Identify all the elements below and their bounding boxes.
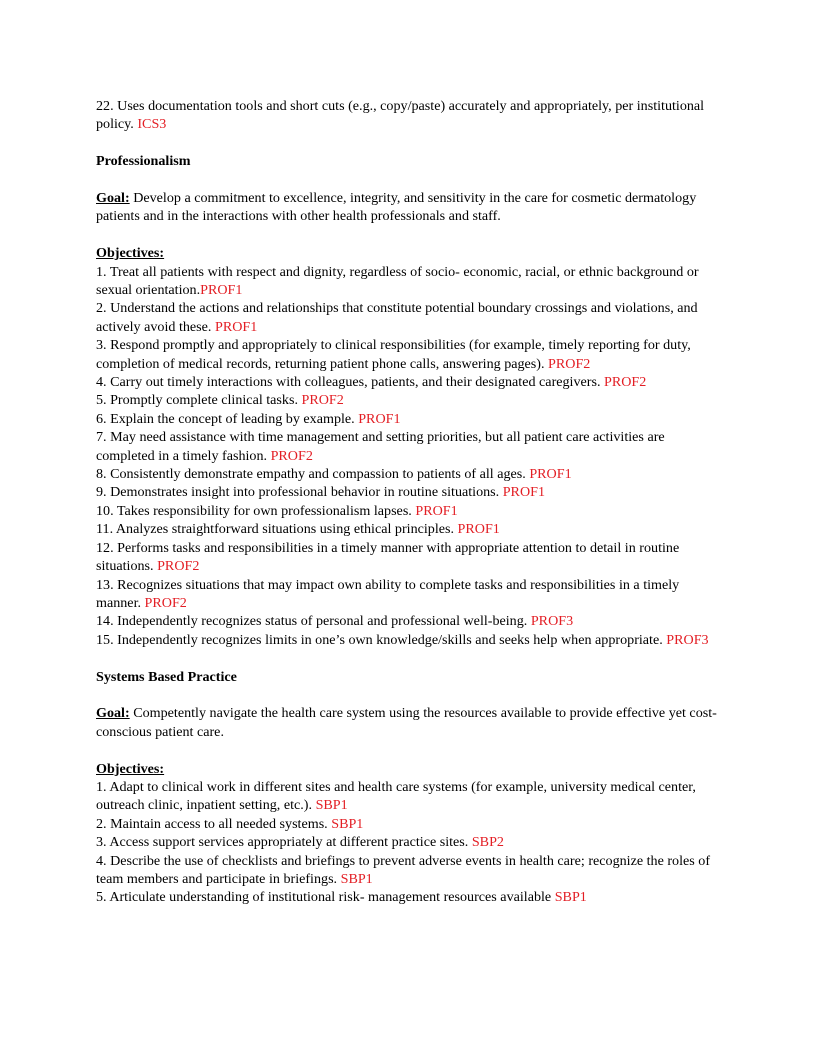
objective-item: 12. Performs tasks and responsibilities in a timely manner with appropriate attention to detail in routine situations. PROF2 — [96, 539, 680, 575]
competency-code: ICS3 — [137, 116, 167, 133]
goal-paragraph: Goal: Competently navigate the health care system using the resources available to provide effective yet cost-conscious patient care. — [96, 705, 717, 740]
competency-code: PROF2 — [144, 594, 187, 611]
competency-code: PROF1 — [415, 502, 458, 519]
competency-code: PROF2 — [548, 355, 591, 372]
competency-code: PROF1 — [358, 410, 401, 427]
objective-item: 11. Analyzes straightforward situations using ethical principles. PROF1 — [96, 521, 500, 538]
competency-code: PROF2 — [604, 374, 647, 391]
section-heading: Professionalism — [96, 153, 191, 170]
objective-item: 14. Independently recognizes status of personal and professional well-being. PROF3 — [96, 613, 574, 630]
section-heading: Systems Based Practice — [96, 668, 237, 685]
objectives-heading: Objectives: — [96, 245, 165, 262]
competency-code: SBP1 — [315, 797, 348, 814]
objectives-list — [96, 778, 726, 907]
competency-code: SBP2 — [471, 834, 504, 851]
competency-code: PROF1 — [457, 521, 500, 538]
goal-paragraph: Goal: Develop a commitment to excellence, integrity, and sensitivity in the care for cosmetic dermatology patients and in the interactions with other health professionals and staff. — [96, 190, 697, 225]
objective-item: 15. Independently recognizes limits in one’s own knowledge/skills and seeks help when appropriate. PROF3 — [96, 631, 709, 648]
objective-item: 6. Explain the concept of leading by example. PROF1 — [96, 410, 401, 427]
objective-item: 8. Consistently demonstrate empathy and compassion to patients of all ages. PROF1 — [96, 466, 572, 483]
competency-code: PROF3 — [530, 613, 574, 630]
competency-code: SBP1 — [554, 889, 587, 906]
competency-code: PROF2 — [157, 558, 200, 575]
competency-code: PROF3 — [666, 631, 709, 648]
objective-item: 9. Demonstrates insight into professional behavior in routine situations. PROF1 — [96, 484, 546, 501]
document-page — [96, 97, 726, 907]
objective-item: 4. Carry out timely interactions with colleagues, patients, and their designated caregivers. PROF2 — [96, 374, 647, 391]
list-item: 22. Uses documentation tools and short cuts (e.g., copy/paste) accurately and appropriately, per institutional policy. ICS3 — [96, 98, 705, 133]
goal-label: Goal: — [96, 190, 130, 206]
objective-item: 7. May need assistance with time management and setting priorities, but all patient care activities are completed in a timely fashion. PROF2 — [96, 429, 665, 464]
objective-item: 1. Adapt to clinical work in different sites and health care systems (for example, university medical center, outreach clinic, inpatient setting, etc.). SBP1 — [96, 778, 696, 814]
objective-item: 5. Promptly complete clinical tasks. PROF2 — [96, 392, 344, 409]
objective-item: 1. Treat all patients with respect and dignity, regardless of socio- economic, racial, or ethnic background or sexual orientation.PROF1 — [96, 263, 699, 299]
objectives-list — [96, 263, 726, 650]
objective-item: 2. Understand the actions and relationships that constitute potential boundary crossings and violations, and actively avoid these. PROF1 — [96, 300, 698, 335]
objective-item: 5. Articulate understanding of institutional risk- management resources available SBP1 — [96, 889, 587, 906]
competency-code: PROF2 — [301, 392, 344, 409]
competency-code: PROF1 — [529, 466, 572, 483]
objective-item: 13. Recognizes situations that may impact own ability to complete tasks and responsibilities in a timely manner. PROF2 — [96, 576, 680, 611]
competency-code: PROF1 — [214, 318, 258, 335]
competency-code: SBP1 — [331, 815, 364, 832]
objective-item: 4. Describe the use of checklists and briefings to prevent adverse events in health care; recognize the roles of team members and participate in briefings. SBP1 — [96, 852, 711, 887]
competency-code: PROF2 — [270, 447, 313, 464]
competency-code: PROF1 — [502, 484, 546, 501]
objective-item: 3. Respond promptly and appropriately to clinical responsibilities (for example, timely reporting for duty, completion of medical records, returning patient phone calls, answering pages). PROF2 — [96, 337, 691, 372]
goal-label: Goal: — [96, 705, 130, 722]
competency-code: SBP1 — [340, 870, 373, 887]
objective-item: 3. Access support services appropriately at different practice sites. SBP2 — [96, 834, 504, 851]
objective-item: 10. Takes responsibility for own professionalism lapses. PROF1 — [96, 502, 458, 519]
objective-item: 2. Maintain access to all needed systems. SBP1 — [96, 815, 364, 832]
competency-code: PROF1 — [200, 282, 243, 299]
objectives-heading: Objectives: — [96, 760, 165, 777]
